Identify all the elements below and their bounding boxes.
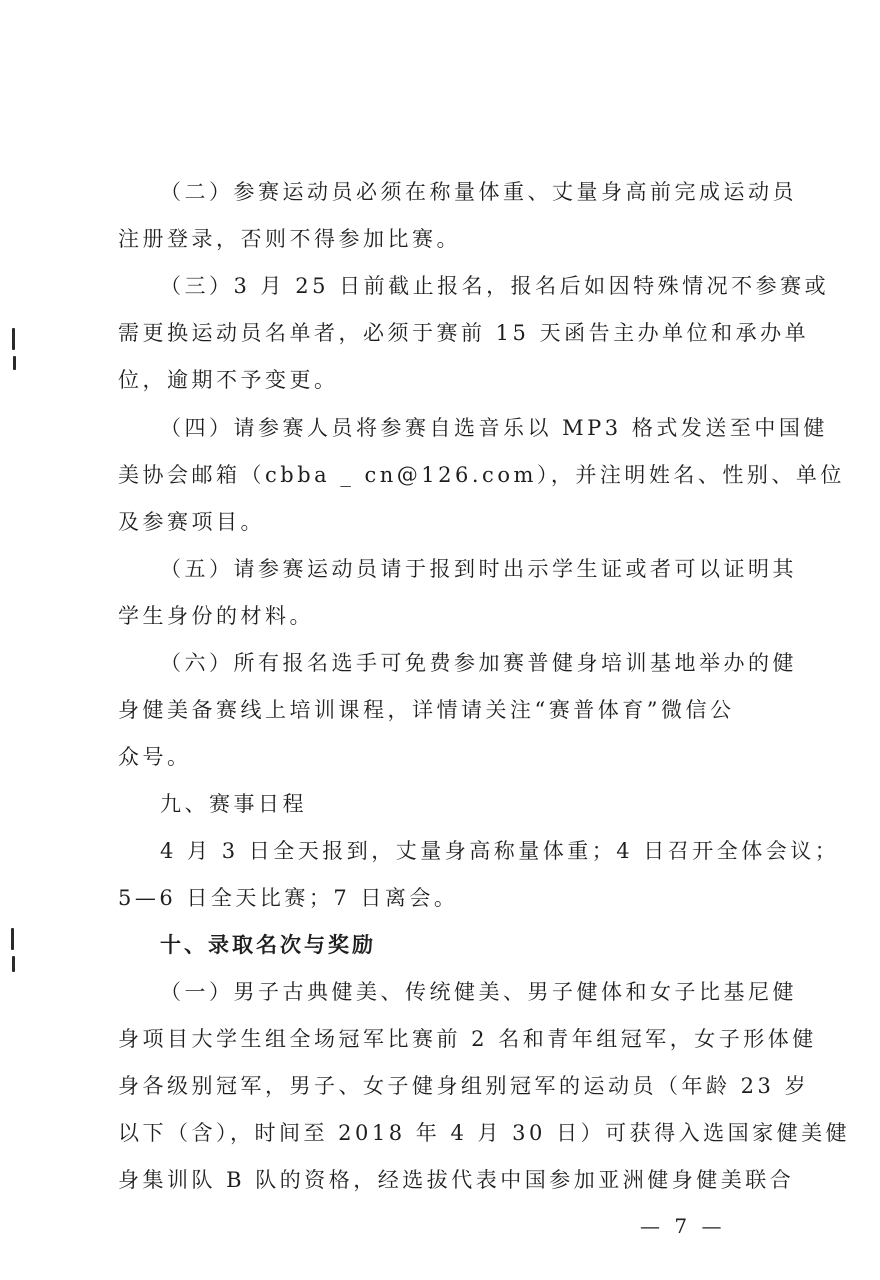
paragraph-line: 身项目大学生组全场冠军比赛前 2 名和青年组冠军，女子形体健 (118, 1027, 817, 1051)
paragraph-line: 身健美备赛线上培训课程，详情请关注“赛普体育”微信公 (118, 698, 735, 722)
paragraph-line: 需更换运动员名单者，必须于赛前 15 天函告主办单位和承办单 (118, 321, 810, 345)
paragraph-line: 5—6 日全天比赛；7 日离会。 (118, 886, 459, 910)
paragraph-line: 位，逾期不予变更。 (118, 368, 339, 392)
paragraph-line: （四）请参赛人员将参赛自选音乐以 MP3 格式发送至中国健 (160, 416, 828, 440)
paragraph-line: 众号。 (118, 745, 192, 769)
paragraph-line: 身集训队 B 队的资格，经选拔代表中国参加亚洲健身健美联合 (118, 1168, 795, 1192)
scan-edge-mark (13, 356, 16, 370)
paragraph-line: 学生身份的材料。 (118, 604, 314, 628)
paragraph-line: （三）3 月 25 日前截止报名，报名后如因特殊情况不参赛或 (160, 274, 830, 298)
section-heading-awards: 十、录取名次与奖励 (160, 933, 376, 957)
section-heading-schedule: 九、赛事日程 (160, 792, 307, 816)
paragraph-line: （一）男子古典健美、传统健美、男子健体和女子比基尼健 (160, 980, 797, 1004)
paragraph-line: 4 月 3 日全天报到，丈量身高称量体重；4 日召开全体会议； (160, 839, 840, 863)
paragraph-line: （二）参赛运动员必须在称量体重、丈量身高前完成运动员 (160, 180, 797, 204)
paragraph-line: 注册登录，否则不得参加比赛。 (118, 227, 461, 251)
page-number: — 7 — (640, 1214, 726, 1238)
paragraph-line: 及参赛项目。 (118, 510, 265, 534)
paragraph-line: （五）请参赛运动员请于报到时出示学生证或者可以证明其 (160, 557, 797, 581)
scan-edge-mark (11, 928, 14, 950)
scan-edge-mark (12, 328, 15, 350)
scan-edge-mark (12, 956, 15, 972)
paragraph-line: 美协会邮箱（cbba _ cn@126.com），并注明姓名、性别、单位 (118, 463, 845, 487)
paragraph-line: （六）所有报名选手可免费参加赛普健身培训基地举办的健 (160, 651, 797, 675)
paragraph-line: 身各级别冠军，男子、女子健身组别冠军的运动员（年龄 23 岁 (118, 1074, 810, 1098)
paragraph-line: 以下（含），时间至 2018 年 4 月 30 日）可获得入选国家健美健 (118, 1121, 851, 1145)
